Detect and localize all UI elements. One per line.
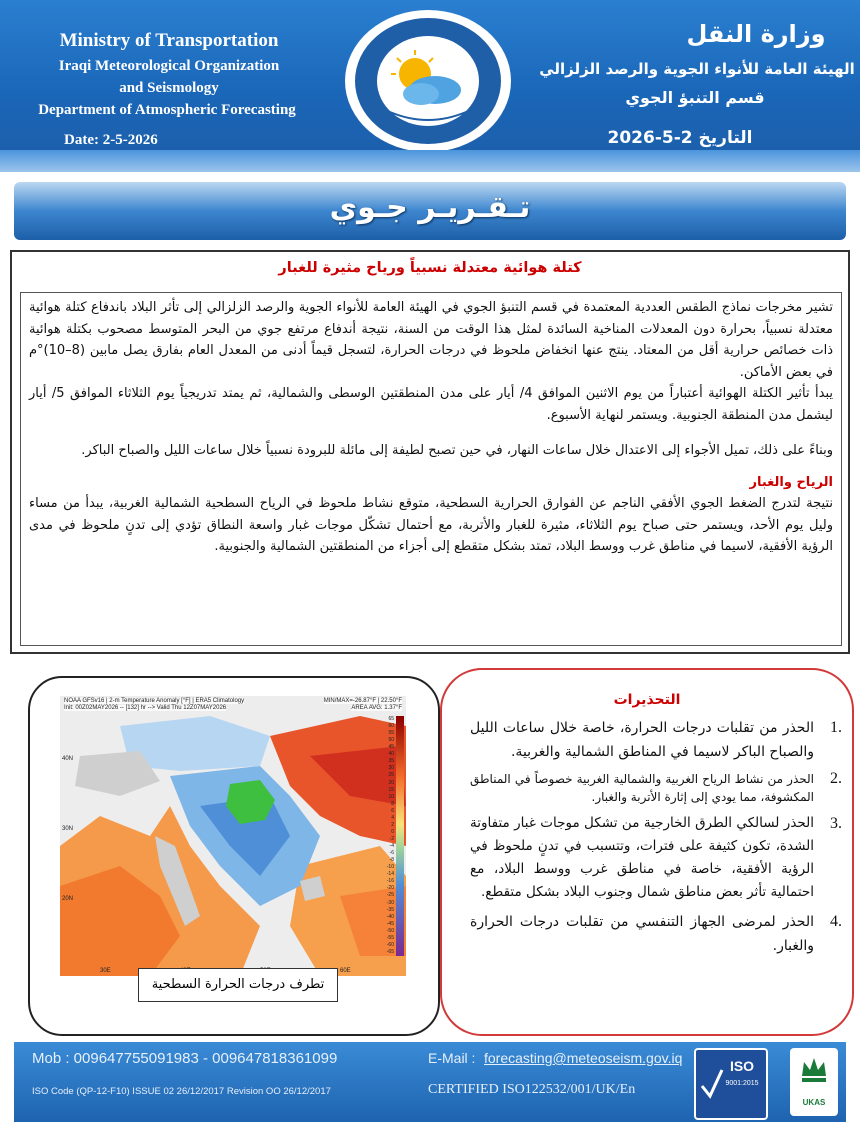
color-scale-label: 8 bbox=[391, 800, 394, 807]
warning-text: الحذر لمرضى الجهاز التنفسي من تقلبات درجات الحرارة والغبار. bbox=[470, 914, 814, 954]
color-scale-label: -50 bbox=[386, 927, 394, 934]
winds-heading: الرياح والغبار bbox=[749, 474, 833, 490]
warning-number: .3 bbox=[830, 815, 842, 832]
organization-en: Iraqi Meteorological Organization bbox=[58, 58, 280, 74]
color-scale-label: -20 bbox=[386, 885, 394, 892]
warning-number: .2 bbox=[830, 770, 842, 787]
color-scale-label: -45 bbox=[386, 920, 394, 927]
report-title-bar bbox=[14, 182, 846, 240]
color-scale-label: -40 bbox=[386, 913, 394, 920]
warning-item bbox=[470, 910, 844, 958]
color-scale-label: -25 bbox=[386, 892, 394, 899]
color-scale-label: 45 bbox=[388, 744, 394, 751]
color-scale-label: -55 bbox=[386, 934, 394, 941]
color-scale-label: 10 bbox=[388, 793, 394, 800]
warnings-heading: التحذيرات bbox=[613, 692, 681, 708]
organization-ar: الهيئة العامة للأنواء الجوية والرصد الزلزالي bbox=[539, 60, 855, 78]
crown-icon bbox=[790, 1048, 838, 1098]
ministry-en: Ministry of Transportation bbox=[59, 30, 279, 51]
date-ar: التاريخ 2-5-2026 bbox=[607, 128, 753, 148]
color-scale-label: -8 bbox=[389, 857, 394, 864]
lat-label: 40N bbox=[62, 756, 74, 762]
lon-label: 30E bbox=[100, 968, 111, 974]
date-en: Date: 2-5-2026 bbox=[64, 132, 158, 148]
lat-label: 20N bbox=[62, 896, 74, 902]
department-en: Department of Atmospheric Forecasting bbox=[38, 102, 296, 118]
report-subtitle: كتلة هوائية معتدلة نسبياً ورياح مثيرة للغبار bbox=[278, 260, 582, 276]
color-scale-label: -6 bbox=[389, 850, 394, 857]
color-scale-label: 6 bbox=[391, 807, 394, 814]
header bbox=[0, 0, 860, 172]
color-scale-label: -10 bbox=[386, 864, 394, 871]
color-scale-label: 4 bbox=[391, 814, 394, 821]
map-init: Init: 00Z02MAY2026 -- [132] hr --> Valid Thu 12Z07MAY2026 bbox=[64, 705, 227, 711]
lat-label: 30N bbox=[62, 826, 74, 832]
iso-badge bbox=[694, 1048, 768, 1120]
organization-logo bbox=[345, 10, 511, 152]
report-title: تـقـريـر جـوي bbox=[329, 190, 531, 225]
color-scale-label: -2 bbox=[389, 836, 394, 842]
color-scale-labels bbox=[380, 716, 394, 956]
anomaly-map-graphic bbox=[60, 696, 406, 976]
iso-code: ISO Code (QP-12-F10) ISSUE 02 26/12/2017 Revision OO 26/12/2017 bbox=[32, 1086, 331, 1097]
ukas-label: UKAS bbox=[802, 1098, 826, 1107]
paragraph-4: نتيجة لتدرج الضغط الجوي الأفقي الناجم عن الفوارق الحرارية السطحية، متوقع نشاط ملحوظ في الرياح السطحية الشمالية الغربية، يبدأ من مساء وليل يوم الأحد، ويستمر حتى صباح يوم الثلاثاء، مثيرة للغبار والأتربة، مع أحتمال تشكّل موجات غبار واسعة النطاق تؤدي إلى تدنٍ ملحوظ في مدى الرؤية الأفقية، لاسيما في مناطق غرب ووسط البلاد، تمتد بشكل متقطع إلى أجزاء من المنطقتين الشمالية والجنوبية. bbox=[29, 496, 833, 554]
report-text bbox=[20, 292, 842, 646]
report-body bbox=[10, 250, 850, 654]
checkmark-icon bbox=[700, 1064, 724, 1104]
color-scale-label: 40 bbox=[388, 751, 394, 758]
ukas-badge bbox=[790, 1048, 838, 1116]
color-scale-label: 50 bbox=[388, 737, 394, 744]
footer bbox=[14, 1042, 846, 1122]
color-scale-label: 2 bbox=[391, 821, 394, 828]
color-scale-label: 25 bbox=[388, 772, 394, 779]
color-scale-label: -4 bbox=[389, 843, 394, 850]
color-scale-label: 65 bbox=[388, 716, 394, 722]
color-scale-label: -14 bbox=[386, 871, 394, 878]
ministry-ar: وزارة النقل bbox=[686, 20, 826, 48]
sun-cloud-icon bbox=[345, 10, 511, 152]
map-title: NOAA GFSv16 | 2-m Temperature Anomaly [°F] | ERA5 Climatology bbox=[64, 698, 245, 704]
color-scale-label: -65 bbox=[386, 948, 394, 955]
warning-item bbox=[470, 770, 844, 806]
lon-label: 60E bbox=[340, 968, 351, 974]
warning-text: الحذر من تقلبات درجات الحرارة، خاصة خلال ساعات الليل والصباح الباكر لاسيما في المناطق الشمالية والغربية. bbox=[470, 720, 814, 760]
color-scale-label: -35 bbox=[386, 906, 394, 913]
map-minmax: MIN/MAX=-26.87°F | 22.50°F bbox=[323, 698, 402, 704]
map-area-avg: AREA AVG: 1.37°F bbox=[351, 705, 402, 711]
color-scale-label: -30 bbox=[386, 899, 394, 906]
color-scale-label: 55 bbox=[388, 730, 394, 737]
color-scale-label: -16 bbox=[386, 878, 394, 885]
color-scale-label: 0 bbox=[391, 828, 394, 835]
paragraph-2: يبدأ تأثير الكتلة الهوائية أعتباراً من يوم الاثنين الموافق 4/ أيار على مدن المنطقتين الوسطى والشمالية، ثم يمتد تدريجياً يوم الثلاثاء الموافق 5/ أيار ليشمل مدن المنطقة الجنوبية. ويستمر لنهاية الأسبوع. bbox=[29, 386, 834, 423]
color-scale-label: 30 bbox=[388, 765, 394, 772]
warning-number: .4 bbox=[830, 913, 842, 930]
color-scale-label: 20 bbox=[388, 779, 394, 786]
warning-text: الحذر لسالكي الطرق الخارجية من تشكل موجات غبار متفاوتة الشدة، تكون كثيفة على فترات، وتتسبب في تدنٍ ملحوظ في الرؤية الأفقية، خاصة في مناطق غرب ووسط البلاد، مع احتمالية تأثر بعض مناطق شمال وجنوب البلاد بشكل متقطع. bbox=[470, 815, 814, 900]
department-ar: قسم التنبؤ الجوي bbox=[625, 88, 765, 107]
paragraph-1: تشير مخرجات نماذج الطقس العددية المعتمدة في قسم التنبؤ الجوي في الهيئة العامة للأنواء الجوية والرصد الزلزالي إلى تأثر البلاد باندفاع كتلة هوائية معتدلة نسبياً، بحرارة دون المعدلات المناخية السائدة لمثل هذا الوقت من السنة، نتيجة أندفاع مرتفع جوي من البحر المتوسط مصحوب بكتلة هوائية ذات خصائص حرارية أقل من المعتاد. ينتج عنها انخفاض ملحوظ في درجات الحرارة، لتسجل قيماً أدنى من المعدل العام بفارق يصل مابين (8–10)°م في بعض الأماكن. bbox=[29, 300, 833, 380]
iso-badge-label: ISO bbox=[729, 1058, 755, 1074]
warning-item bbox=[470, 716, 844, 764]
map-caption: تطرف درجات الحرارة السطحية bbox=[138, 968, 338, 1002]
iso-badge-sub: 9001:2015 bbox=[725, 1080, 759, 1087]
warning-number: .1 bbox=[830, 719, 842, 736]
temperature-map-panel bbox=[28, 676, 440, 1036]
warning-text: الحذر من نشاط الرياح الغربية والشمالية الغربية خصوصاً في المناطق المكشوفة، مما يودي إلى إثارة الأتربة والغبار. bbox=[470, 772, 814, 804]
warnings-panel bbox=[440, 668, 854, 1036]
email-link[interactable]: forecasting@meteoseism.gov.iq bbox=[484, 1050, 683, 1066]
color-scale-label: 35 bbox=[388, 758, 394, 765]
mobile-numbers: Mob : 009647755091983 - 009647818361099 bbox=[32, 1050, 338, 1067]
color-scale-label: 15 bbox=[388, 786, 394, 793]
certification: CERTIFIED ISO122532/001/UK/En bbox=[428, 1082, 636, 1097]
warnings-list bbox=[470, 716, 844, 964]
color-scale-label: -60 bbox=[386, 941, 394, 948]
organization-en-line2: and Seismology bbox=[119, 80, 219, 96]
color-scale-label: 60 bbox=[388, 723, 394, 730]
email-label: E-Mail : bbox=[428, 1050, 476, 1066]
temperature-anomaly-map bbox=[60, 696, 406, 976]
warning-item bbox=[470, 812, 844, 904]
paragraph-3: وبناءً على ذلك، تميل الأجواء إلى الاعتدال خلال ساعات النهار، في حين تصبح لطيفة إلى مائلة للبرودة نسبياً خلال ساعات الليل والصباح الباكر. bbox=[81, 443, 833, 458]
